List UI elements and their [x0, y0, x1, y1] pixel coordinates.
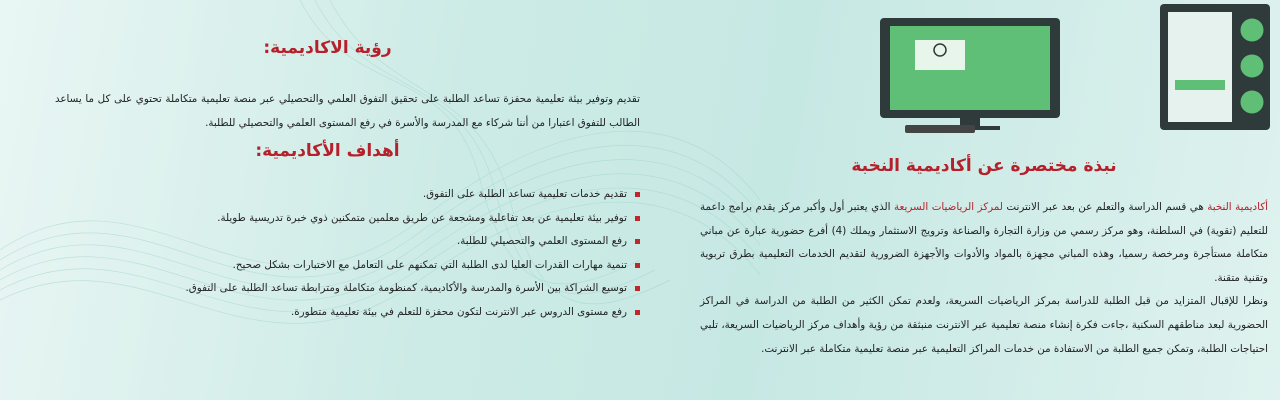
bullet-icon [635, 286, 640, 291]
goals-list [55, 183, 640, 324]
academy-name-highlight: أكاديمية النخبة [1207, 201, 1269, 213]
about-paragraph-1: أكاديمية النخبة هي قسم الدراسة والتعلم عن بعد عبر الانترنت لمركز الرياضيات السريعة الذي يعتبر أول وأكبر مركز يقدم برامج داعمة للتعليم (تقوية) في السلطنة، وهو مركز رسمي من وزارة التجارة والصناعة وترويج الاستثمار ويملك (4) أفرع حضورية عبارة عن مباني متكاملة مستأجرة ومرخصة رسميا، وهذه المباني مجهزة بالمواد والأدوات والأجهزة الضرورية لتقديم الخدمات التعليمية بطرق تربوية وتقنية متقنة. [700, 201, 1269, 284]
list-item: تقديم خدمات تعليمية تساعد الطلبة على التفوق. [55, 183, 640, 207]
keyboard [905, 125, 975, 133]
list-item: توفير بيئة تعليمية عن بعد تفاعلية ومشجعة عن طريق معلمين متمكنين ذوي خبرة تدريسية طويلة. [55, 207, 640, 231]
vision-goals-section [55, 38, 640, 324]
bullet-icon [635, 239, 640, 244]
vision-title: رؤية الاكاديمية: [263, 38, 392, 58]
bullet-icon [635, 263, 640, 268]
bullet-icon [635, 310, 640, 315]
list-item: توسيع الشراكة بين الأسرة والمدرسة والأكاديمية، كمنظومة متكاملة ومترابطة تساعد الطلبة على التفوق. [55, 277, 640, 301]
about-section [700, 156, 1268, 361]
list-item: رفع مستوى الدروس عبر الانترنت لتكون محفزة للتعلم في بيئة تعليمية متطورة. [55, 301, 640, 325]
vision-text: تقديم وتوفير بيئة تعليمية محفزة تساعد الطلبة على تحقيق التفوق العلمي والتحصيلي عبر منصة تعليمية متكاملة تحتوي على كل ما يساعد الطالب للتفوق اعتبارا من أننا شركاء مع المدرسة والأسرة في رفع المستوى العلمي والتحصيلي للطلبة. [55, 93, 640, 129]
monitor-screen [890, 26, 1050, 110]
list-item: رفع المستوى العلمي والتحصيلي للطلبة. [55, 230, 640, 254]
about-paragraph-2: ونظرا للإقبال المتزايد من قبل الطلبة للدراسة بمركز الرياضيات السريعة، ولعدم تمكن الكثير من الطلبة من الدراسة في المراكز الحضورية لبعد مناطقهم السكنية ،جاءت فكرة إنشاء منصة تعليمية عبر الانترنت منبثقة من رؤية وأهداف مركز الرياضيات السريعة، تلبي احتياجات الطلبة، وتمكن جميع الطلبة من الاستفادة من خدمات المراكز التعليمية عبر منصة تعليمية متكاملة عبر الانترنت. [700, 295, 1268, 355]
bullet-icon [635, 192, 640, 197]
goals-title: أهداف الأكاديمية: [255, 141, 400, 162]
center-name-highlight: لمركز الرياضيات السريعة [894, 201, 1003, 213]
about-title: نبذة مختصرة عن أكاديمية النخبة [851, 156, 1117, 176]
computer-illustration [860, 0, 1270, 140]
bullet-icon [635, 216, 640, 221]
list-item: تنمية مهارات القدرات العليا لدى الطلبة التي تمكنهم على التعامل مع الاختبارات بشكل صحيح. [55, 254, 640, 278]
